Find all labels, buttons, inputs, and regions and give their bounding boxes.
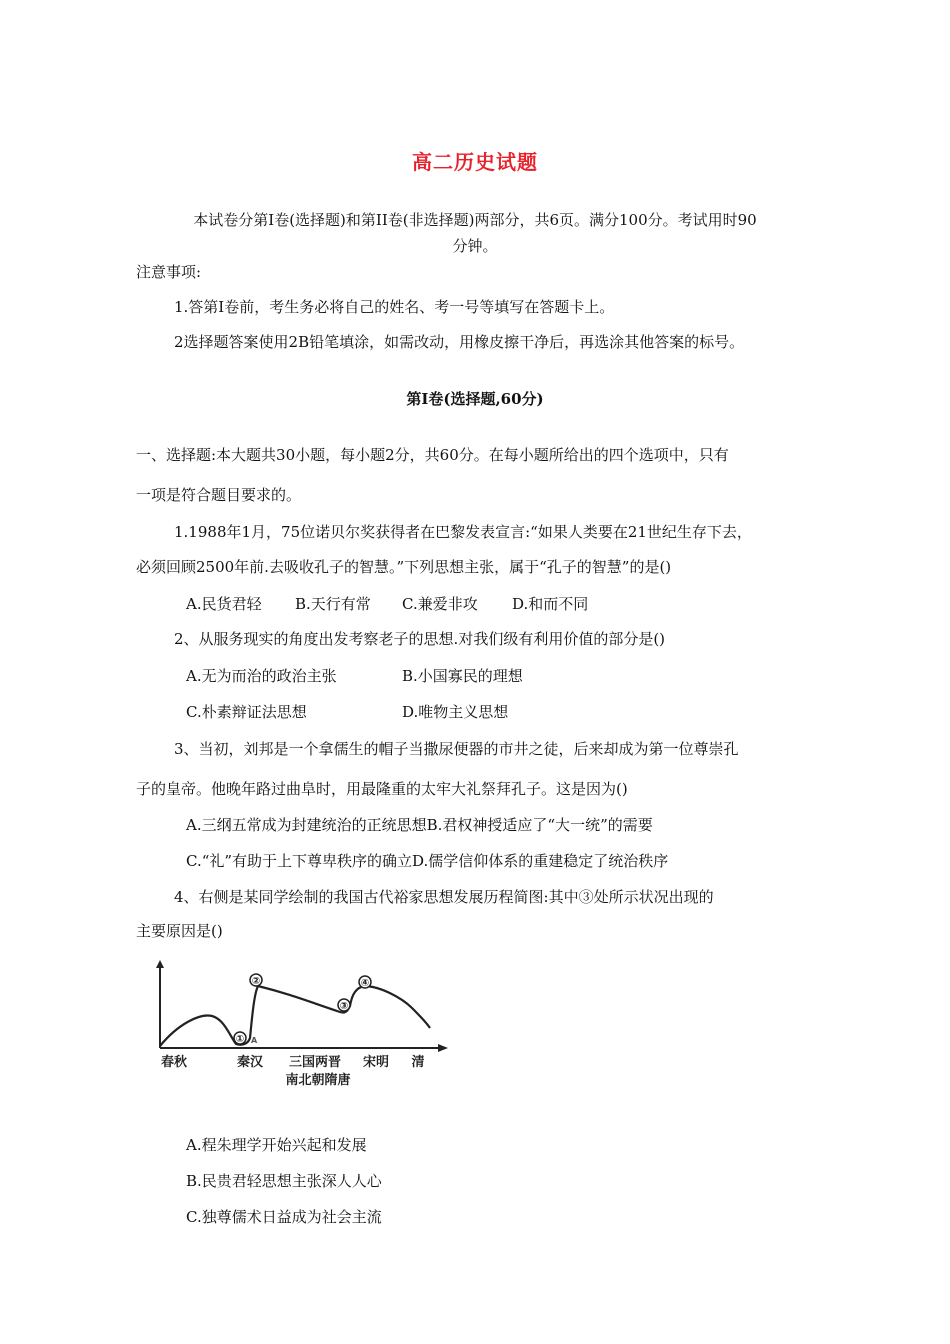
section-title: 第Ⅰ卷(选择题,60分) (406, 390, 544, 408)
x-label-songming: 宋明 (362, 1055, 390, 1070)
marker-4: ④ (360, 978, 370, 989)
part-intro-1: 一、选择题:本大题共30小题，每小题2分，共60分。在每小题所给出的四个选项中，只有 (136, 446, 729, 464)
x-label-qinhan: 秦汉 (236, 1055, 264, 1070)
question-4-line-2: 主要原因是() (136, 922, 223, 940)
question-1-line-1: 1.1988年1月，75位诺贝尔奖获得者在巴黎发表宣言:“如果人类要在21世纪生存下去， (174, 523, 752, 541)
question-4-line-1: 4、右侧是某同学绘制的我国古代裕家思想发展历程简图:其中③处所示状况出现的 (174, 888, 714, 906)
question-2-option-d: D.唯物主义思想 (402, 703, 509, 721)
marker-small-a: A (251, 1036, 258, 1045)
question-2-option-c: C.朴素辩证法思想 (186, 703, 307, 721)
intro-line-1: 本试卷分第Ⅰ卷(选择题)和第II卷(非选择题)两部分，共6页。满分100分。考试用时90 (193, 211, 757, 229)
question-1-option-c: C.兼爱非攻 (402, 595, 478, 613)
question-4-option-a: A.程朱理学开始兴起和发展 (186, 1136, 367, 1154)
y-axis-arrow (156, 960, 164, 968)
part-intro-2: 一项是符合题目要求的。 (136, 486, 302, 504)
question-4-option-b: B.民贵君轻思想主张深人人心 (186, 1172, 382, 1190)
marker-2: ② (251, 976, 261, 987)
figure-axes (160, 966, 444, 1048)
question-3-option-ab: A.三纲五常成为封建统治的正统思想B.君权神授适应了“大一统”的需要 (186, 816, 653, 834)
development-curve (160, 986, 430, 1046)
note-2: 2选择题答案使用2B铅笔填涂，如需改动，用橡皮擦干净后，再选涂其他答案的标号。 (174, 333, 745, 351)
notes-heading: 注意事项: (136, 263, 202, 281)
question-1-option-b: B.天行有常 (295, 595, 371, 613)
page-title: 高二历史试题 (412, 150, 538, 174)
question-4-option-c: C.独尊儒术日益成为社会主流 (186, 1208, 382, 1226)
question-2-option-a: A.无为而治的政治主张 (186, 667, 337, 685)
x-axis-arrow (438, 1044, 448, 1052)
question-3-line-1: 3、当初，刘邦是一个拿儒生的帽子当撒尿便器的市井之徒，后来却成为第一位尊崇孔 (174, 740, 739, 758)
question-2-line-1: 2、从服务现实的角度出发考察老子的思想.对我们级有利用价值的部分是() (174, 630, 666, 648)
marker-3: ③ (339, 1001, 349, 1012)
intro-line-2: 分钟。 (452, 237, 498, 255)
question-3-line-2: 子的皇帝。他晚年路过曲阜时，用最隆重的太牢大礼祭拜孔子。这是因为() (136, 780, 628, 798)
question-3-option-cd: C.“礼”有助于上下尊卑秩序的确立D.儒学信仰体系的重建稳定了统治秩序 (186, 852, 669, 870)
x-sublabel: 南北朝隋唐 (285, 1073, 351, 1088)
question-2-option-b: B.小国寡民的理想 (402, 667, 523, 685)
marker-1: ① (235, 1034, 245, 1045)
x-label-qing: 清 (411, 1055, 425, 1070)
note-1: 1.答第Ⅰ卷前，考生务必将自己的姓名、考一号等填写在答题卡上。 (174, 298, 615, 316)
question-1-line-2: 必须回顾2500年前.去吸收孔子的智慧。”下列思想主张，属于“孔子的智慧”的是() (136, 558, 672, 576)
question-1-option-a: A.民货君轻 (186, 595, 262, 613)
x-label-chunqiu: 春秋 (160, 1055, 188, 1070)
question-1-option-d: D.和而不同 (512, 595, 589, 613)
confucianism-development-figure (150, 958, 450, 1120)
x-label-sanguo: 三国两晋 (288, 1055, 342, 1070)
